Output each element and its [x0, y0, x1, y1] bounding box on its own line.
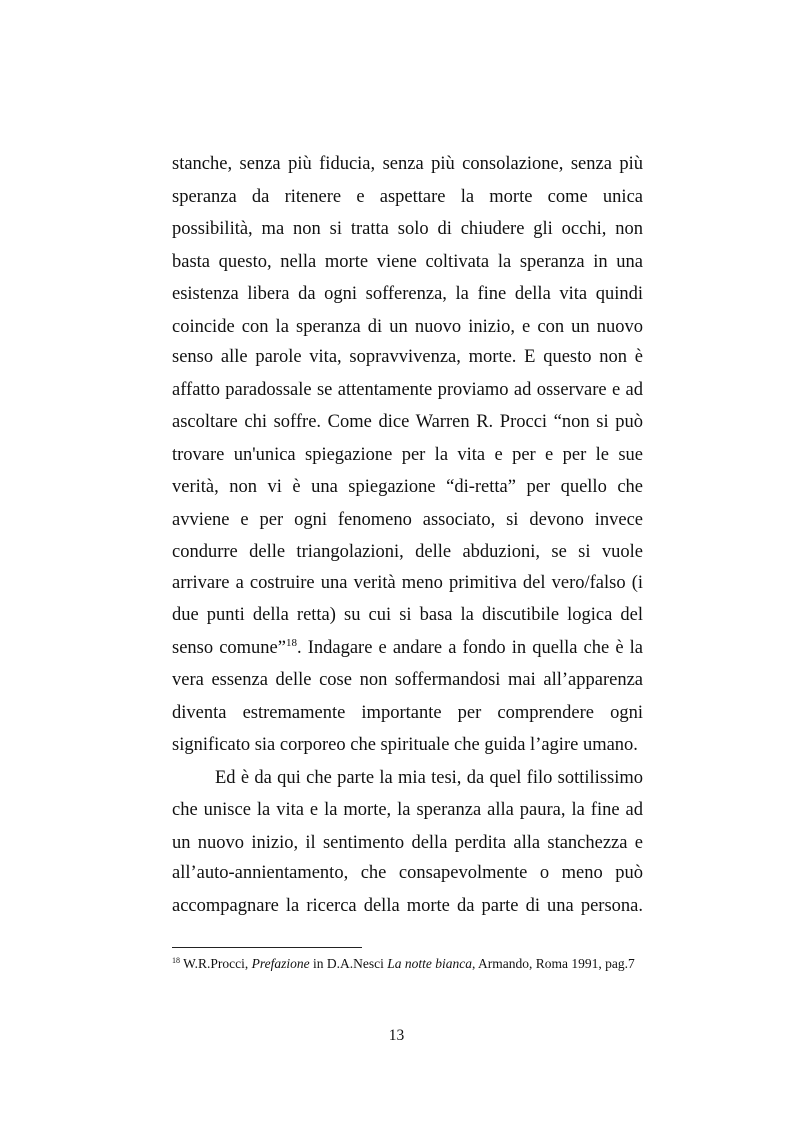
text-line: diventa estremamente importante per comprendere ogni: [172, 703, 643, 723]
text-line: coincide con la speranza di un nuovo inizio, e con un nuovo: [172, 317, 643, 337]
text-line: trovare un'unica spiegazione per la vita e per e per le sue: [172, 445, 643, 465]
footnote-middle: in D.A.Nesci: [309, 956, 388, 971]
text-line: che unisce la vita e la morte, la speranza alla paura, la fine ad: [172, 800, 643, 820]
text-line: Ed è da qui che parte la mia tesi, da quel filo sottilissimo: [215, 768, 643, 788]
text-line: avviene e per ogni fenomeno associato, si devono invece: [172, 510, 643, 530]
text-span: . Indagare e andare a fondo in quella che è la: [296, 638, 643, 658]
text-line: speranza da ritenere e aspettare la morte come unica: [172, 187, 643, 207]
text-line-with-footnote-ref: [172, 637, 643, 659]
footnote-reference[interactable]: 18: [285, 637, 297, 649]
text-line: affatto paradossale se attentamente proviamo ad osservare e ad: [172, 380, 643, 400]
text-line: all’auto-annientamento, che consapevolmente o meno può: [172, 863, 643, 883]
footnote-book: La notte bianca: [387, 956, 473, 971]
text-line: un nuovo inizio, il sentimento della perdita alla stanchezza e: [172, 833, 643, 853]
text-line: verità, non vi è una spiegazione “di-retta” per quello che: [172, 477, 643, 497]
footnote-work: Prefazione: [251, 956, 310, 971]
footnote-divider: [172, 947, 362, 948]
text-line: accompagnare la ricerca della morte da parte di una persona.: [172, 896, 643, 916]
text-line: basta questo, nella morte viene coltivata la speranza in una: [172, 252, 643, 272]
text-line: arrivare a costruire una verità meno primitiva del vero/falso (i: [172, 573, 643, 593]
text-line: senso alle parole vita, sopravvivenza, morte. E questo non è: [172, 347, 643, 367]
page-number: 13: [388, 1027, 405, 1044]
footnote-author: W.R.Procci,: [180, 956, 252, 971]
footnote: [172, 956, 635, 972]
footnote-mark: 18: [172, 956, 180, 965]
text-line: significato sia corporeo che spirituale che guida l’agire umano.: [172, 735, 638, 755]
text-line: esistenza libera da ogni sofferenza, la fine della vita quindi: [172, 284, 643, 304]
text-line: due punti della retta) su cui si basa la discutibile logica del: [172, 605, 643, 625]
text-line: condurre delle triangolazioni, delle abduzioni, se si vuole: [172, 542, 643, 562]
text-line: ascoltare chi soffre. Come dice Warren R. Procci “non si può: [172, 412, 643, 432]
text-line: possibilità, ma non si tratta solo di chiudere gli occhi, non: [172, 219, 643, 239]
text-line: vera essenza delle cose non soffermandosi mai all’apparenza: [172, 670, 643, 690]
text-span: senso comune”: [172, 638, 286, 658]
footnote-rest: , Armando, Roma 1991, pag.7: [472, 956, 635, 971]
text-line: stanche, senza più fiducia, senza più consolazione, senza più: [172, 154, 643, 174]
